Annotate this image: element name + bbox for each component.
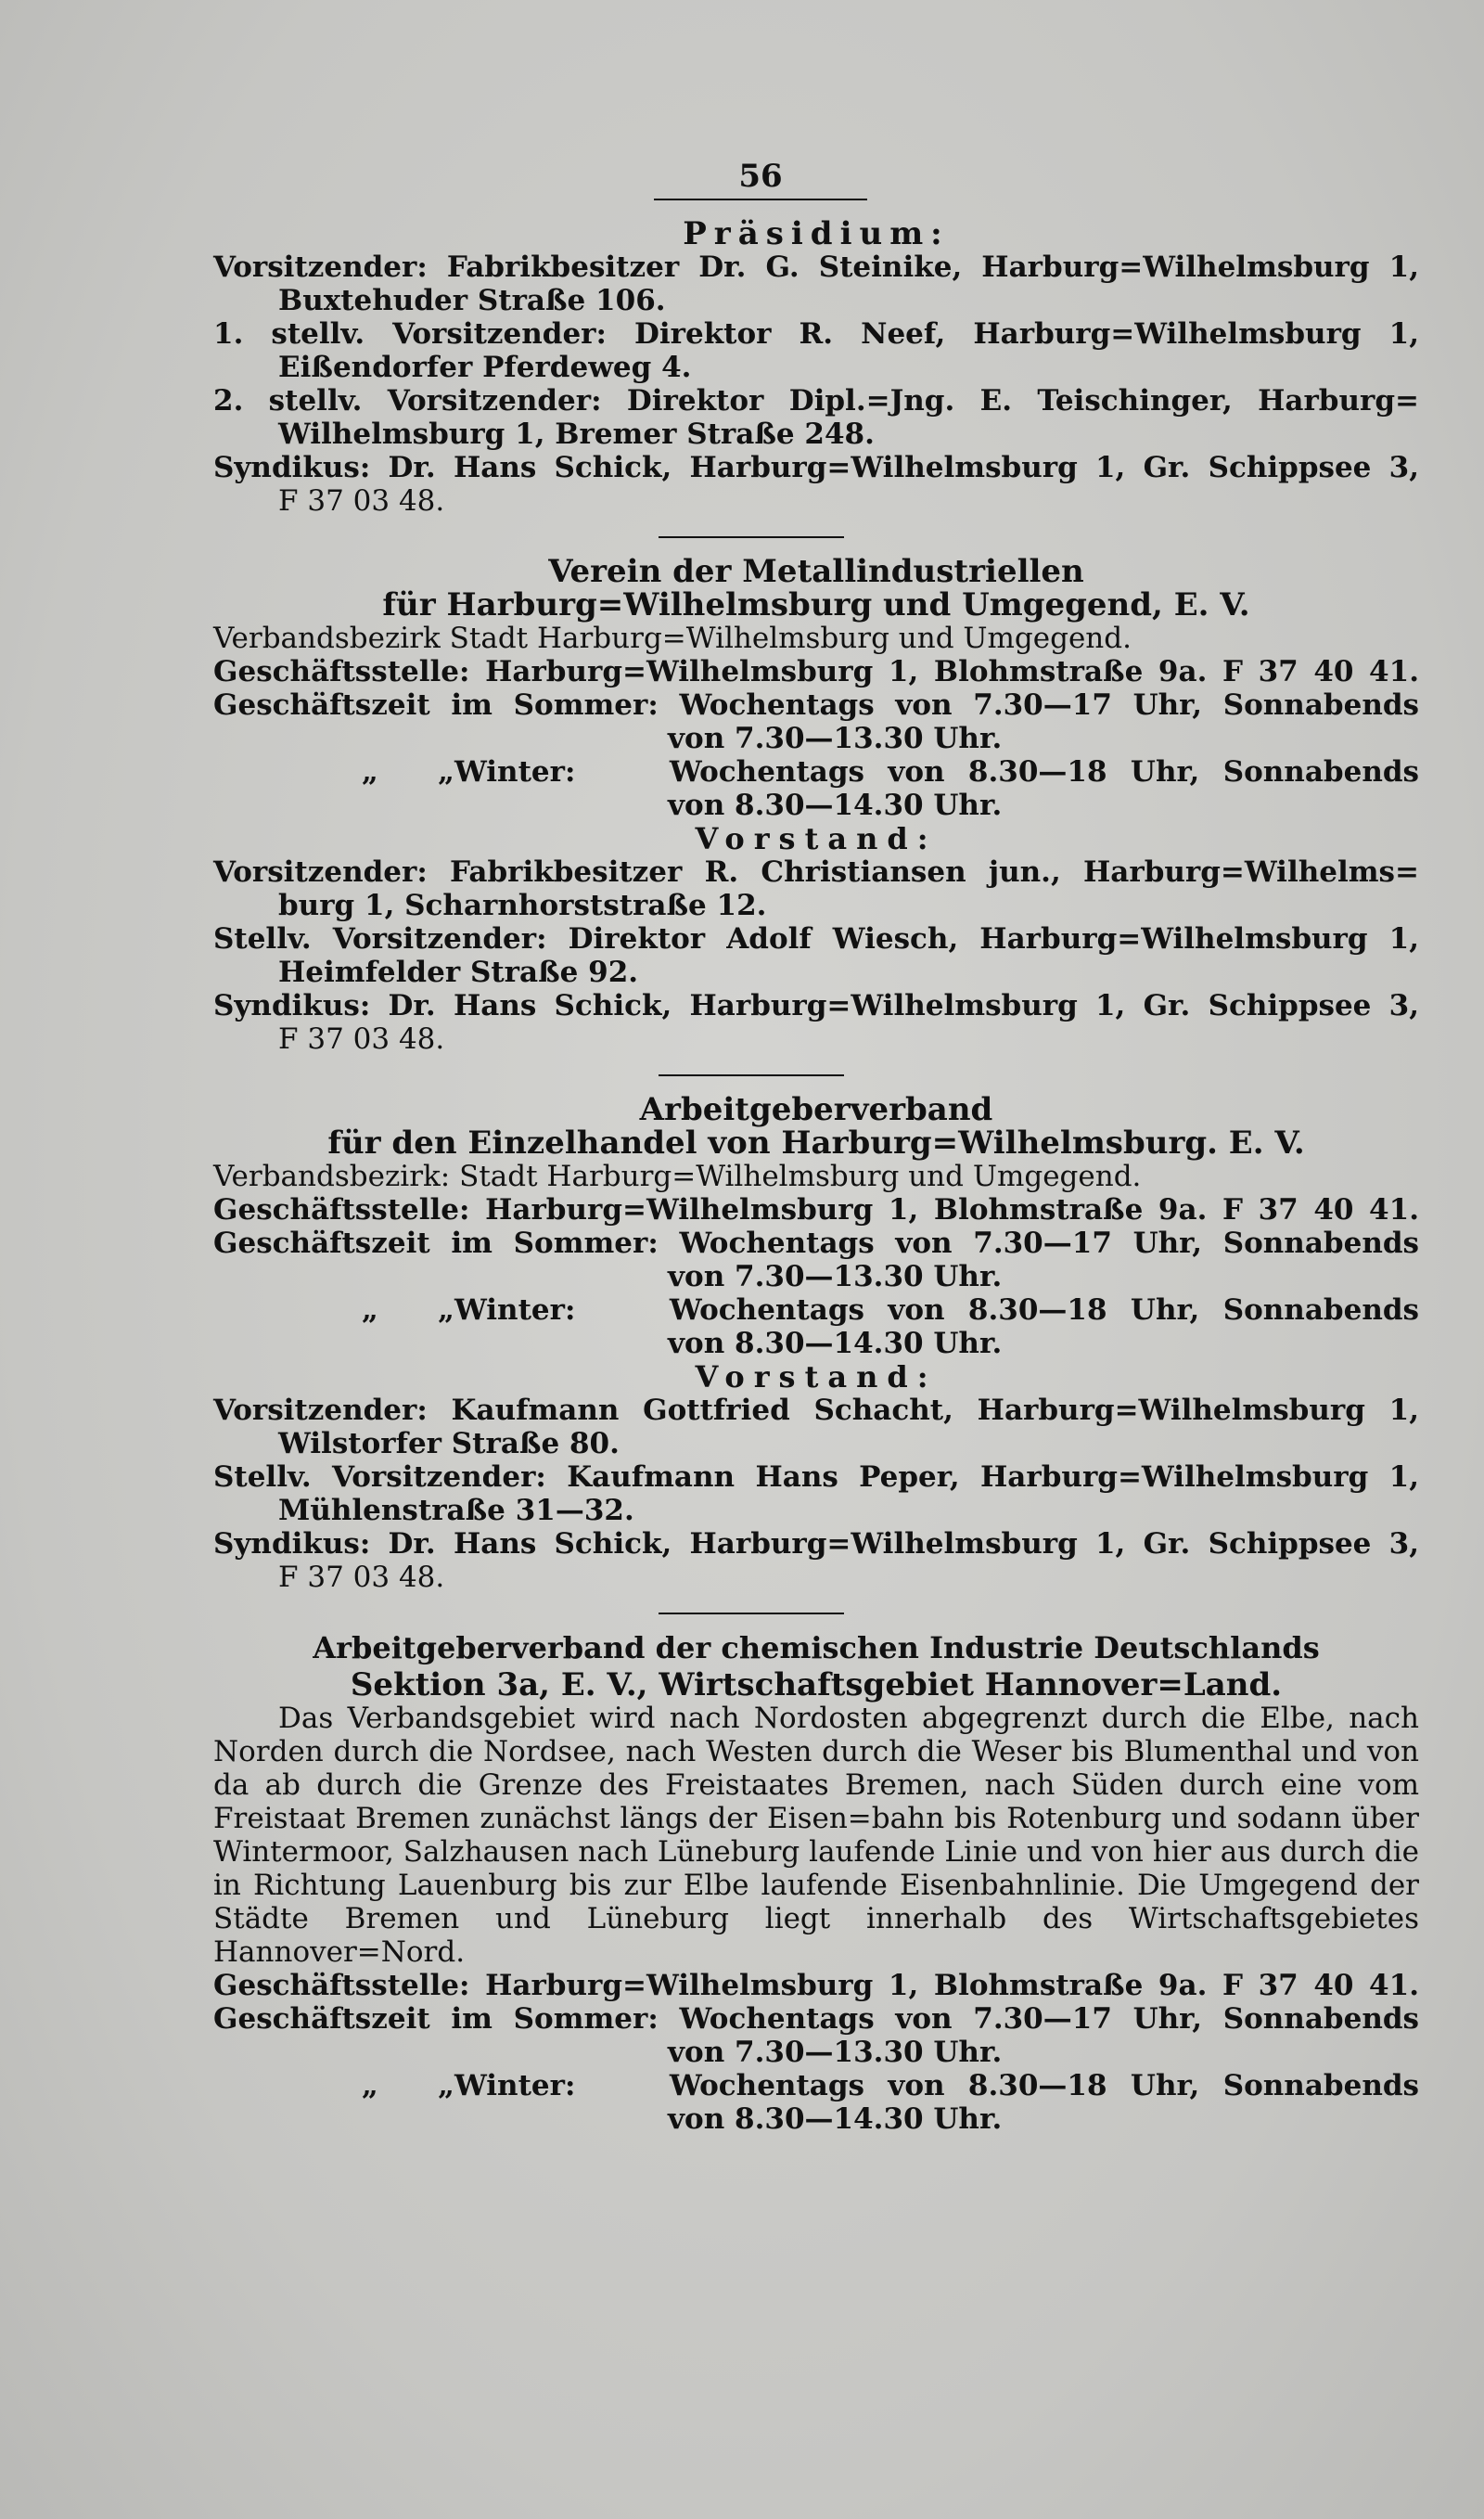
einzelhandel-zeit1b: von 7.30—13.30 Uhr. bbox=[668, 1260, 1003, 1293]
praesidium-line2: 1. stellv. Vorsitzender: Direktor R. Neef, Harburg=Wilhelmsburg 1, bbox=[213, 317, 1419, 351]
verein-zeit1b: von 7.30—13.30 Uhr. bbox=[668, 722, 1003, 755]
verein-bezirk: Verbandsbezirk Stadt Harburg=Wilhelmsburg und Umgegend. bbox=[213, 622, 1132, 655]
verein-v2b: Heimfelder Straße 92. bbox=[278, 956, 639, 989]
chemie-zeit2: Wochentags von 8.30—18 Uhr, Sonnabends bbox=[669, 2069, 1419, 2102]
einzelhandel-title1: Arbeitgeberverband bbox=[639, 1091, 993, 1128]
divider bbox=[659, 1074, 844, 1076]
chemie-ditto-mark: „ „ bbox=[362, 2069, 454, 2102]
einzelhandel-zeit1: Geschäftszeit im Sommer: Wochentags von 7.30—17 Uhr, Sonnabends bbox=[213, 1227, 1419, 1260]
page-number: 56 bbox=[654, 158, 867, 200]
einzelhandel-zeit2: Wochentags von 8.30—18 Uhr, Sonnabends bbox=[669, 1293, 1419, 1327]
verein-zeit2b: von 8.30—14.30 Uhr. bbox=[668, 789, 1003, 822]
praesidium-line4: Syndikus: Dr. Hans Schick, Harburg=Wilhelmsburg 1, Gr. Schippsee 3, bbox=[213, 451, 1419, 484]
chemie-winter-label: Winter: bbox=[454, 2069, 576, 2102]
verein-title1: Verein der Metallindustriellen bbox=[548, 553, 1084, 590]
einzelhandel-winter-label: Winter: bbox=[454, 1293, 576, 1327]
einzelhandel-v1: Vorsitzender: Kaufmann Gottfried Schacht, Harburg=Wilhelmsburg 1, bbox=[213, 1394, 1419, 1427]
verein-v3: Syndikus: Dr. Hans Schick, Harburg=Wilhelmsburg 1, Gr. Schippsee 3, bbox=[213, 989, 1419, 1022]
praesidium-line4b: F 37 03 48. bbox=[278, 484, 445, 518]
verein-v1b: burg 1, Scharnhorststraße 12. bbox=[278, 889, 767, 922]
chemie-stelle: Geschäftsstelle: Harburg=Wilhelmsburg 1, Blohmstraße 9a. F 37 40 41. bbox=[213, 1969, 1419, 2002]
chemie-title2: Sektion 3a, E. V., Wirtschaftsgebiet Hannover=Land. bbox=[350, 1666, 1283, 1703]
einzelhandel-v1b: Wilstorfer Straße 80. bbox=[278, 1427, 620, 1460]
divider bbox=[659, 536, 844, 538]
chemie-title1: Arbeitgeberverband der chemischen Industrie Deutschlands bbox=[313, 1630, 1320, 1665]
chemie-description: Das Verbandsgebiet wird nach Nordosten abgegrenzt durch die Elbe, nach Norden durch die Nordsee, nach Westen durch die Weser bis Blumenthal und von da ab durch die Grenze des Freistaates Bremen, nach Süden durch eine vom Freistaat Bremen zunächst längs der Eisen=bahn bis Rotenburg und sodann über Wintermoor, Salzhausen nach Lüneburg laufende Linie und von hier aus durch die in Richtung Lauenburg bis zur Elbe laufende Eisenbahnlinie. Die Umgegend der Städte Bremen und Lüneburg liegt innerhalb des Wirtschaftsgebietes Hannover=Nord. bbox=[213, 1702, 1419, 1969]
praesidium-line3b: Wilhelmsburg 1, Bremer Straße 248. bbox=[278, 418, 875, 451]
einzelhandel-title2: für den Einzelhandel von Harburg=Wilhelmsburg. E. V. bbox=[327, 1125, 1305, 1162]
verein-v1: Vorsitzender: Fabrikbesitzer R. Christiansen jun., Harburg=Wilhelms= bbox=[213, 855, 1419, 889]
verein-winter-label: Winter: bbox=[454, 755, 576, 789]
einzelhandel-bezirk: Verbandsbezirk: Stadt Harburg=Wilhelmsburg und Umgegend. bbox=[213, 1160, 1142, 1193]
praesidium-line1: Vorsitzender: Fabrikbesitzer Dr. G. Steinike, Harburg=Wilhelmsburg 1, bbox=[213, 251, 1419, 284]
divider bbox=[659, 1613, 844, 1614]
verein-vorstand-title: Vorstand: bbox=[695, 821, 938, 856]
praesidium-title: Präsidium: bbox=[683, 215, 950, 252]
praesidium-line2b: Eißendorfer Pferdeweg 4. bbox=[278, 351, 692, 384]
verein-title2: für Harburg=Wilhelmsburg und Umgegend, E. V. bbox=[382, 586, 1250, 623]
verein-v2: Stellv. Vorsitzender: Direktor Adolf Wiesch, Harburg=Wilhelmsburg 1, bbox=[213, 922, 1419, 956]
einzelhandel-v3b: F 37 03 48. bbox=[278, 1561, 445, 1594]
chemie-zeit1: Geschäftszeit im Sommer: Wochentags von 7.30—17 Uhr, Sonnabends bbox=[213, 2002, 1419, 2036]
chemie-zeit1b: von 7.30—13.30 Uhr. bbox=[668, 2036, 1003, 2069]
einzelhandel-ditto-mark: „ „ bbox=[362, 1293, 454, 1327]
einzelhandel-v2b: Mühlenstraße 31—32. bbox=[278, 1494, 634, 1527]
verein-ditto-mark: „ „ bbox=[362, 755, 454, 789]
praesidium-line3: 2. stellv. Vorsitzender: Direktor Dipl.=Jng. E. Teischinger, Harburg= bbox=[213, 384, 1419, 418]
verein-stelle: Geschäftsstelle: Harburg=Wilhelmsburg 1, Blohmstraße 9a. F 37 40 41. bbox=[213, 655, 1419, 688]
verein-zeit2: Wochentags von 8.30—18 Uhr, Sonnabends bbox=[669, 755, 1419, 789]
einzelhandel-stelle: Geschäftsstelle: Harburg=Wilhelmsburg 1, Blohmstraße 9a. F 37 40 41. bbox=[213, 1193, 1419, 1227]
einzelhandel-vorstand-title: Vorstand: bbox=[695, 1359, 938, 1394]
verein-zeit1: Geschäftszeit im Sommer: Wochentags von 7.30—17 Uhr, Sonnabends bbox=[213, 688, 1419, 722]
praesidium-line1b: Buxtehuder Straße 106. bbox=[278, 284, 666, 317]
einzelhandel-v3: Syndikus: Dr. Hans Schick, Harburg=Wilhelmsburg 1, Gr. Schippsee 3, bbox=[213, 1527, 1419, 1561]
einzelhandel-v2: Stellv. Vorsitzender: Kaufmann Hans Peper, Harburg=Wilhelmsburg 1, bbox=[213, 1460, 1419, 1494]
verein-v3b: F 37 03 48. bbox=[278, 1022, 445, 1056]
einzelhandel-zeit2b: von 8.30—14.30 Uhr. bbox=[668, 1327, 1003, 1360]
chemie-zeit2b: von 8.30—14.30 Uhr. bbox=[668, 2102, 1003, 2136]
